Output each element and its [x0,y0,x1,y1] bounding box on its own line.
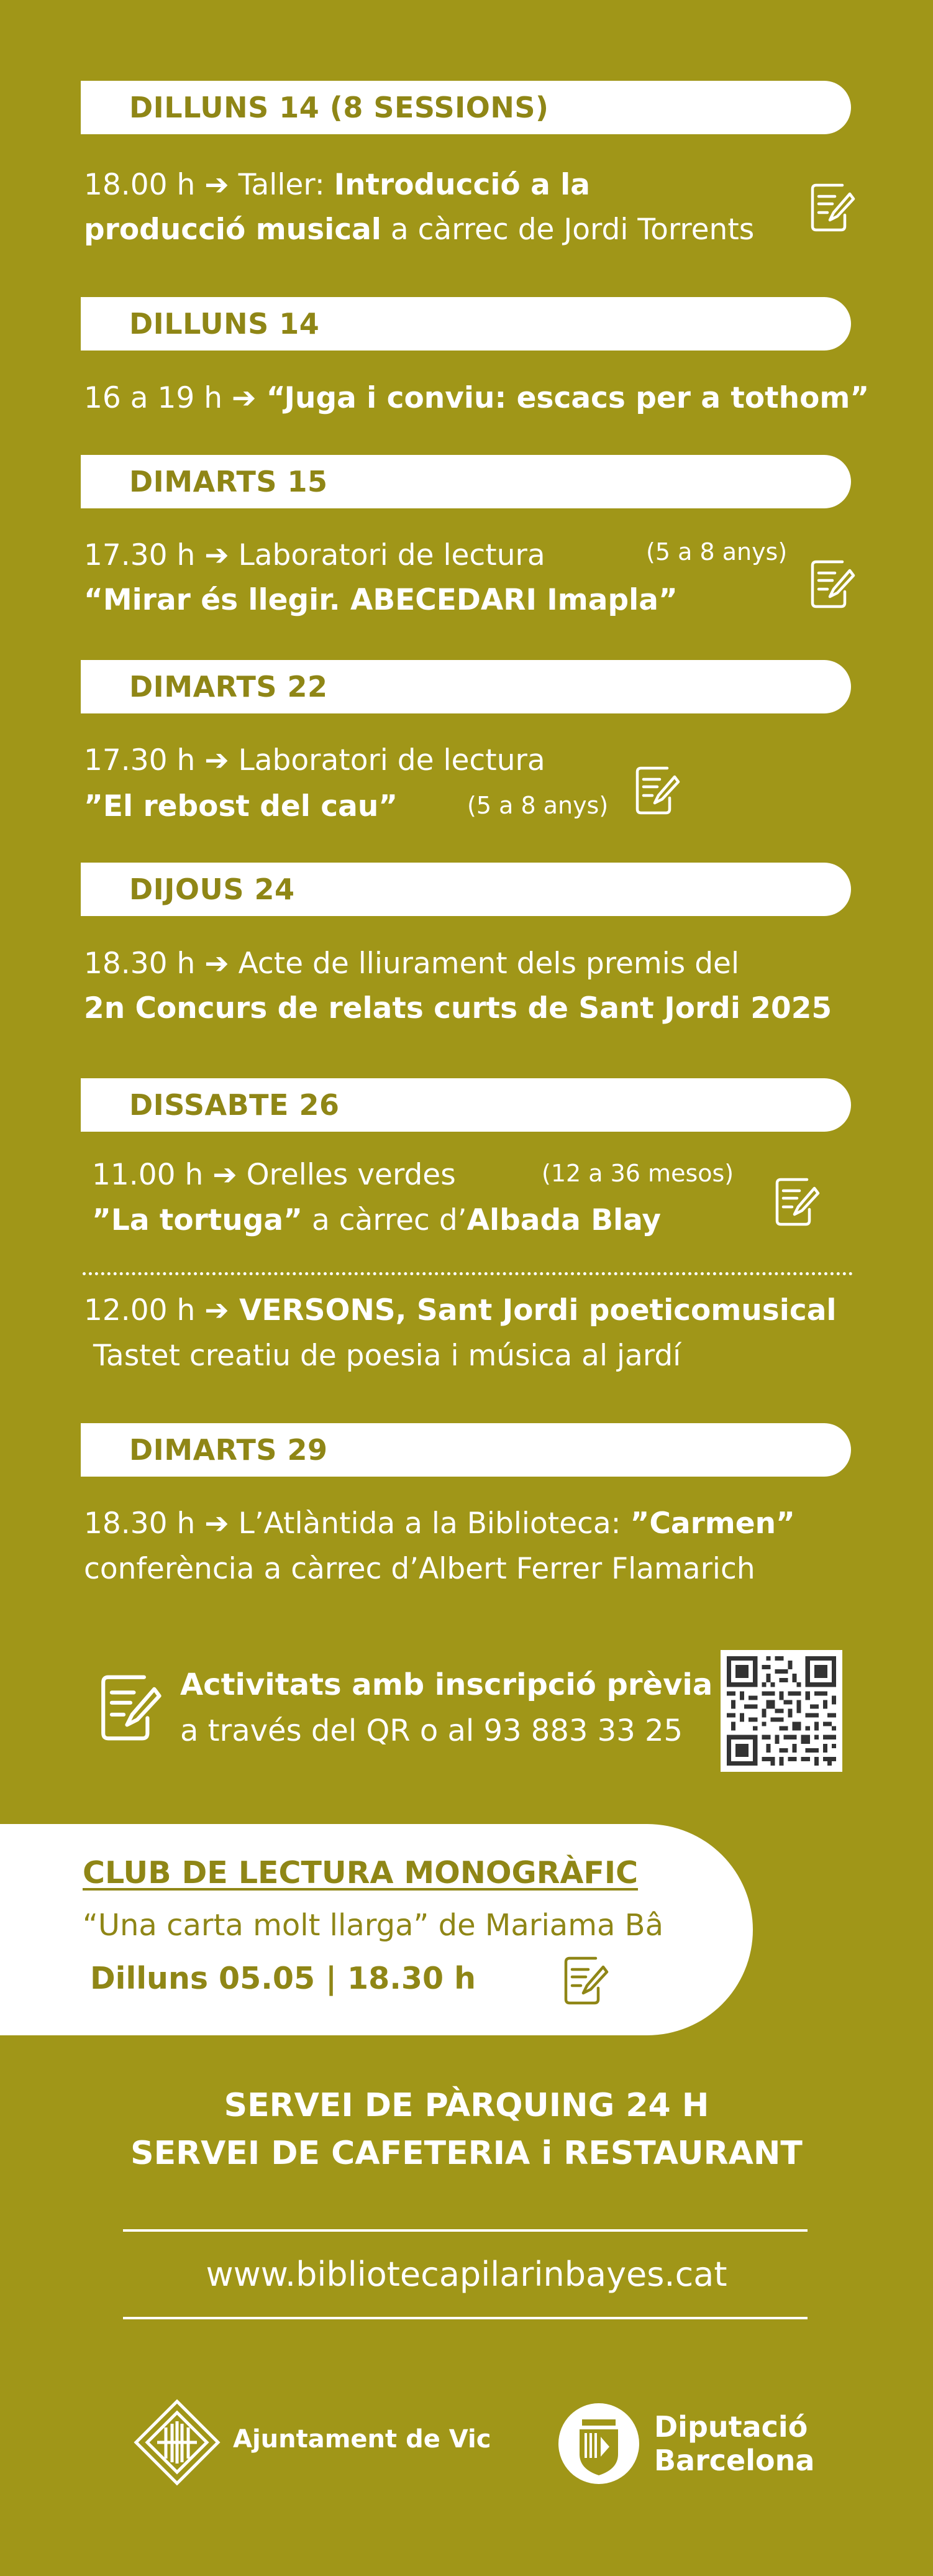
event-time: 11.00 h [92,1158,204,1192]
event-workshop-line2 [84,208,754,252]
diputacio-logo-line1: Diputació [654,2410,808,2444]
day-label: DISSABTE 26 [129,1088,340,1122]
edit-document-icon [773,1176,821,1228]
event-storytime-line1 [92,1153,456,1198]
qr-code[interactable] [721,1650,842,1772]
event-workshop-line1 [84,163,590,208]
event-reading-lab-1-line2 [84,578,678,623]
event-text: a càrrec d’ [303,1203,467,1237]
event-title: “Mirar és llegir. ABECEDARI Imapla” [84,583,678,617]
arrow-icon: ➔ [204,538,229,572]
arrow-icon: ➔ [231,381,257,415]
event-title: VERSONS, Sant Jordi poeticomusical [229,1293,837,1327]
event-time: 18.30 h [84,947,196,981]
registration-subtitle: a través del QR o al 93 883 33 25 [180,1713,683,1748]
diputacio-logo-line2: Barcelona [654,2444,815,2477]
ajuntament-crest-icon [134,2399,221,2486]
club-date: Dilluns 05.05 | 18.30 h [90,1961,476,1996]
day-header-d6 [81,1078,851,1132]
event-text: Acte de lliurament dels premis del [229,947,740,981]
ajuntament-logo-text: Ajuntament de Vic [233,2425,491,2454]
event-storytime-line2 [92,1198,661,1243]
event-text: Laboratori de lectura [229,538,545,572]
club-title: CLUB DE LECTURA MONOGRÀFIC [83,1855,639,1891]
day-label: DIJOUS 24 [129,873,295,906]
day-header-d2 [81,297,851,351]
day-header-d5 [81,863,851,916]
day-header-d1 [81,81,851,134]
event-conference-line2: conferència a càrrec d’Albert Ferrer Flamarich [84,1552,755,1586]
event-author: Albada Blay [466,1203,662,1237]
edit-document-icon [562,1955,609,2007]
day-header-d7 [81,1423,851,1477]
event-poetry-line2: Tastet creatiu de poesia i música al jardí [93,1339,681,1373]
day-label: DIMARTS 22 [129,670,328,704]
divider-top [123,2229,808,2232]
arrow-icon: ➔ [204,168,229,202]
event-reading-lab-1-line1 [84,533,545,578]
website-link[interactable]: www.bibliotecapilarinbayes.cat [206,2255,727,2294]
arrow-icon: ➔ [212,1158,237,1192]
event-chess [84,376,869,421]
event-time: 16 a 19 h [84,381,223,415]
registration-title: Activitats amb inscripció prèvia [180,1667,713,1702]
event-time: 17.30 h [84,538,196,572]
event-text: a càrrec de Jordi Torrents [381,213,755,247]
event-time: 18.30 h [84,1506,196,1541]
event-time: 12.00 h [84,1293,196,1327]
age-range: (5 a 8 anys) [467,792,609,819]
day-label: DIMARTS 29 [129,1433,328,1467]
club-book: “Una carta molt llarga” de Mariama Bâ [83,1908,663,1943]
arrow-icon: ➔ [204,947,229,981]
day-label: DIMARTS 15 [129,465,328,498]
event-reading-lab-2-line1 [84,738,545,783]
event-text: Laboratori de lectura [229,743,545,777]
edit-document-icon [809,558,856,610]
event-conference-line1 [84,1501,795,1546]
edit-document-icon [809,181,856,234]
event-time: 17.30 h [84,743,196,777]
dotted-divider [83,1272,853,1275]
diputacio-seal-icon [557,2402,640,2485]
event-awards-line2 [84,986,832,1031]
age-range: (5 a 8 anys) [646,538,788,566]
day-label: DILLUNS 14 (8 SESSIONS) [129,91,549,124]
service-cafeteria: SERVEI DE CAFETERIA i RESTAURANT [130,2135,803,2172]
event-title: 2n Concurs de relats curts de Sant Jordi 2025 [84,991,832,1025]
edit-document-icon [634,764,681,817]
day-label: DILLUNS 14 [129,307,320,341]
event-title: ”La tortuga” [92,1203,303,1237]
age-range: (12 a 36 mesos) [542,1160,734,1187]
day-header-d3 [81,455,851,508]
event-title: producció musical [84,213,381,247]
event-awards-line1 [84,942,739,986]
day-header-d4 [81,660,851,713]
arrow-icon: ➔ [204,743,229,777]
event-title: ”Carmen” [630,1506,795,1541]
arrow-icon: ➔ [204,1506,229,1541]
event-reading-lab-2-line2 [84,784,398,829]
event-title: Introducció a la [334,168,590,202]
event-text: Orelles verdes [237,1158,456,1192]
event-title: ”El rebost del cau” [84,789,398,823]
arrow-icon: ➔ [204,1293,229,1327]
event-text: Taller: [229,168,334,202]
event-title: “Juga i conviu: escacs per a tothom” [256,381,870,415]
service-parking: SERVEI DE PÀRQUING 24 H [224,2087,709,2124]
event-poetry-line1 [84,1288,837,1333]
event-time: 18.00 h [84,168,196,202]
divider-bottom [123,2317,808,2319]
event-text: L’Atlàntida a la Biblioteca: [229,1506,630,1541]
edit-document-icon [98,1672,163,1744]
